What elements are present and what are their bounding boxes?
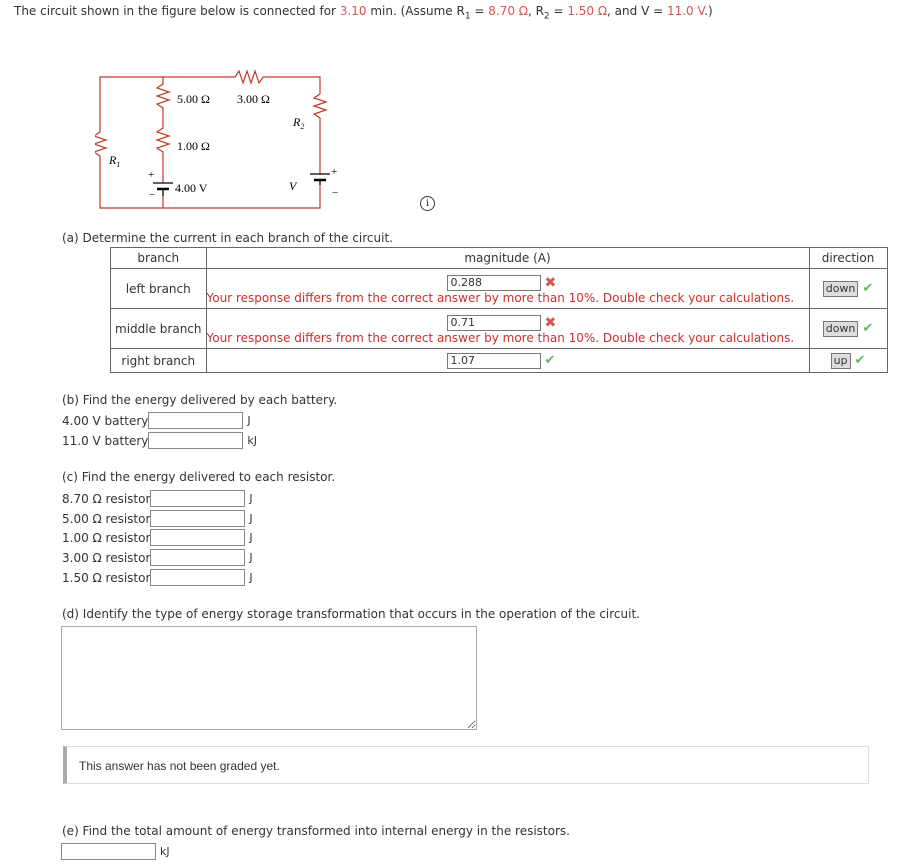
left-branch-direction-select[interactable]: down: [823, 281, 859, 297]
part-a-question: (a) Determine the current in each branch of the circuit.: [62, 231, 393, 245]
energy-transformation-textarea[interactable]: [61, 626, 477, 730]
resistor-1-50-energy-input[interactable]: [150, 569, 245, 586]
label-r2-sub: 2: [300, 122, 305, 131]
battery-4v-unit: J: [247, 414, 251, 427]
r2-subscript: 2: [543, 11, 550, 22]
resistor-3-00-label: 3.00 Ω resistor: [62, 550, 151, 565]
middle-branch-direction-select[interactable]: down: [823, 321, 859, 337]
check-mark-icon: ✔: [862, 321, 874, 336]
intro-text-1: The circuit shown in the figure below is connected for: [14, 4, 340, 18]
branch-name-middle: middle branch: [111, 309, 207, 349]
wire-top-3ohm: [163, 71, 320, 94]
check-mark-icon: ✔: [544, 353, 556, 368]
intro-text-6: , and V =: [607, 4, 667, 18]
intro-equals-2: =: [549, 4, 568, 18]
resistor-row: [62, 490, 253, 507]
resistor-row: [62, 569, 253, 586]
label-v-battery: V: [289, 179, 297, 193]
resistor-row: [62, 529, 253, 546]
part-d-question: (d) Identify the type of energy storage transformation that occurs in the operation of the circuit.: [62, 607, 640, 621]
info-icon[interactable]: i: [420, 196, 435, 211]
minus-sign-v: −: [332, 187, 339, 199]
resistor-5-00-unit: J: [249, 512, 253, 525]
battery-11v-energy-input[interactable]: [148, 432, 243, 449]
total-energy-unit: kJ: [160, 845, 170, 858]
resistor-8-70-energy-input[interactable]: [150, 490, 245, 507]
resistor-8-70-unit: J: [249, 492, 253, 505]
r2-resistor: [314, 94, 326, 174]
right-branch-direction-select[interactable]: up: [831, 353, 851, 369]
resistor-1-00-label: 1.00 Ω resistor: [62, 530, 151, 545]
plus-sign-v: +: [331, 166, 338, 178]
resistor-3-00-unit: J: [249, 551, 253, 564]
battery-4v-energy-input[interactable]: [148, 412, 243, 429]
left-branch-magnitude-input[interactable]: 0.288: [447, 275, 541, 291]
middle-branch-wire: [157, 77, 169, 183]
battery-11v-label: 11.0 V battery: [62, 433, 149, 448]
part-c-question: (c) Find the energy delivered to each resistor.: [62, 470, 336, 484]
resistor-row: [62, 510, 253, 527]
intro-text-7: .): [704, 4, 713, 18]
branch-name-left: left branch: [111, 269, 207, 309]
label-3-ohm: 3.00 Ω: [237, 92, 270, 106]
middle-branch-magnitude-input[interactable]: 0.71: [447, 315, 541, 331]
battery-11v-row: [62, 432, 257, 449]
intro-text-4: , R: [527, 4, 544, 18]
svg-text:R2: [292, 115, 304, 131]
header-magnitude: magnitude (A): [206, 248, 809, 269]
label-1-ohm: 1.00 Ω: [177, 139, 210, 153]
table-row: [111, 309, 888, 349]
part-e-question: (e) Find the total amount of energy transformed into internal energy in the resistors.: [62, 824, 570, 838]
total-internal-energy-input[interactable]: [61, 843, 156, 860]
header-branch: branch: [111, 248, 207, 269]
right-branch-magnitude-input[interactable]: 1.07: [447, 353, 541, 369]
problem-statement: [14, 4, 713, 21]
intro-equals-1: =: [470, 4, 489, 18]
current-table: [110, 247, 888, 373]
battery-11v-unit: kJ: [247, 434, 257, 447]
x-mark-icon: ✖: [544, 314, 557, 331]
r1-subscript: 1: [464, 11, 471, 22]
label-r1-sub: 1: [116, 160, 121, 169]
voltage-value: 11.0 V: [666, 4, 705, 18]
battery-4v-label: 4.00 V battery: [62, 413, 149, 428]
middle-branch-feedback: Your response differs from the correct answer by more than 10%. Double check your calculations.: [206, 330, 795, 345]
check-mark-icon: ✔: [854, 353, 866, 368]
grading-status-note: This answer has not been graded yet.: [63, 746, 869, 784]
plus-sign-4v: +: [148, 169, 155, 181]
part-b-question: (b) Find the energy delivered by each battery.: [62, 393, 338, 407]
table-row: [111, 349, 888, 373]
time-value: 3.10: [339, 4, 367, 18]
resistor-5-00-energy-input[interactable]: [150, 510, 245, 527]
resistor-1-00-unit: J: [249, 531, 253, 544]
label-r1: R: [109, 153, 117, 167]
label-r2: R: [293, 115, 301, 129]
resistor-1-50-label: 1.50 Ω resistor: [62, 570, 151, 585]
resistor-row: [62, 549, 253, 566]
intro-text-2: min. (Assume R: [366, 4, 465, 18]
total-energy-row: [61, 843, 170, 860]
resistor-1-50-unit: J: [249, 571, 253, 584]
branch-name-right: right branch: [111, 349, 207, 373]
minus-sign-4v: −: [149, 189, 156, 201]
label-4v-battery: 4.00 V: [175, 181, 208, 195]
resistor-8-70-label: 8.70 Ω resistor: [62, 491, 151, 506]
circuit-diagram: [95, 68, 355, 218]
header-direction: direction: [809, 248, 887, 269]
r2-value: 1.50 Ω: [567, 4, 608, 18]
battery-4v-row: [62, 412, 251, 429]
resistor-3-00-energy-input[interactable]: [150, 549, 245, 566]
svg-text:R1: [108, 153, 120, 169]
resistor-5-00-label: 5.00 Ω resistor: [62, 511, 151, 526]
table-row: [111, 269, 888, 309]
label-5-ohm: 5.00 Ω: [177, 92, 210, 106]
r1-value: 8.70 Ω: [488, 4, 528, 18]
x-mark-icon: ✖: [544, 274, 557, 291]
resistor-1-00-energy-input[interactable]: [150, 529, 245, 546]
check-mark-icon: ✔: [862, 281, 874, 296]
left-branch-feedback: Your response differs from the correct answer by more than 10%. Double check your calculations.: [206, 290, 795, 305]
